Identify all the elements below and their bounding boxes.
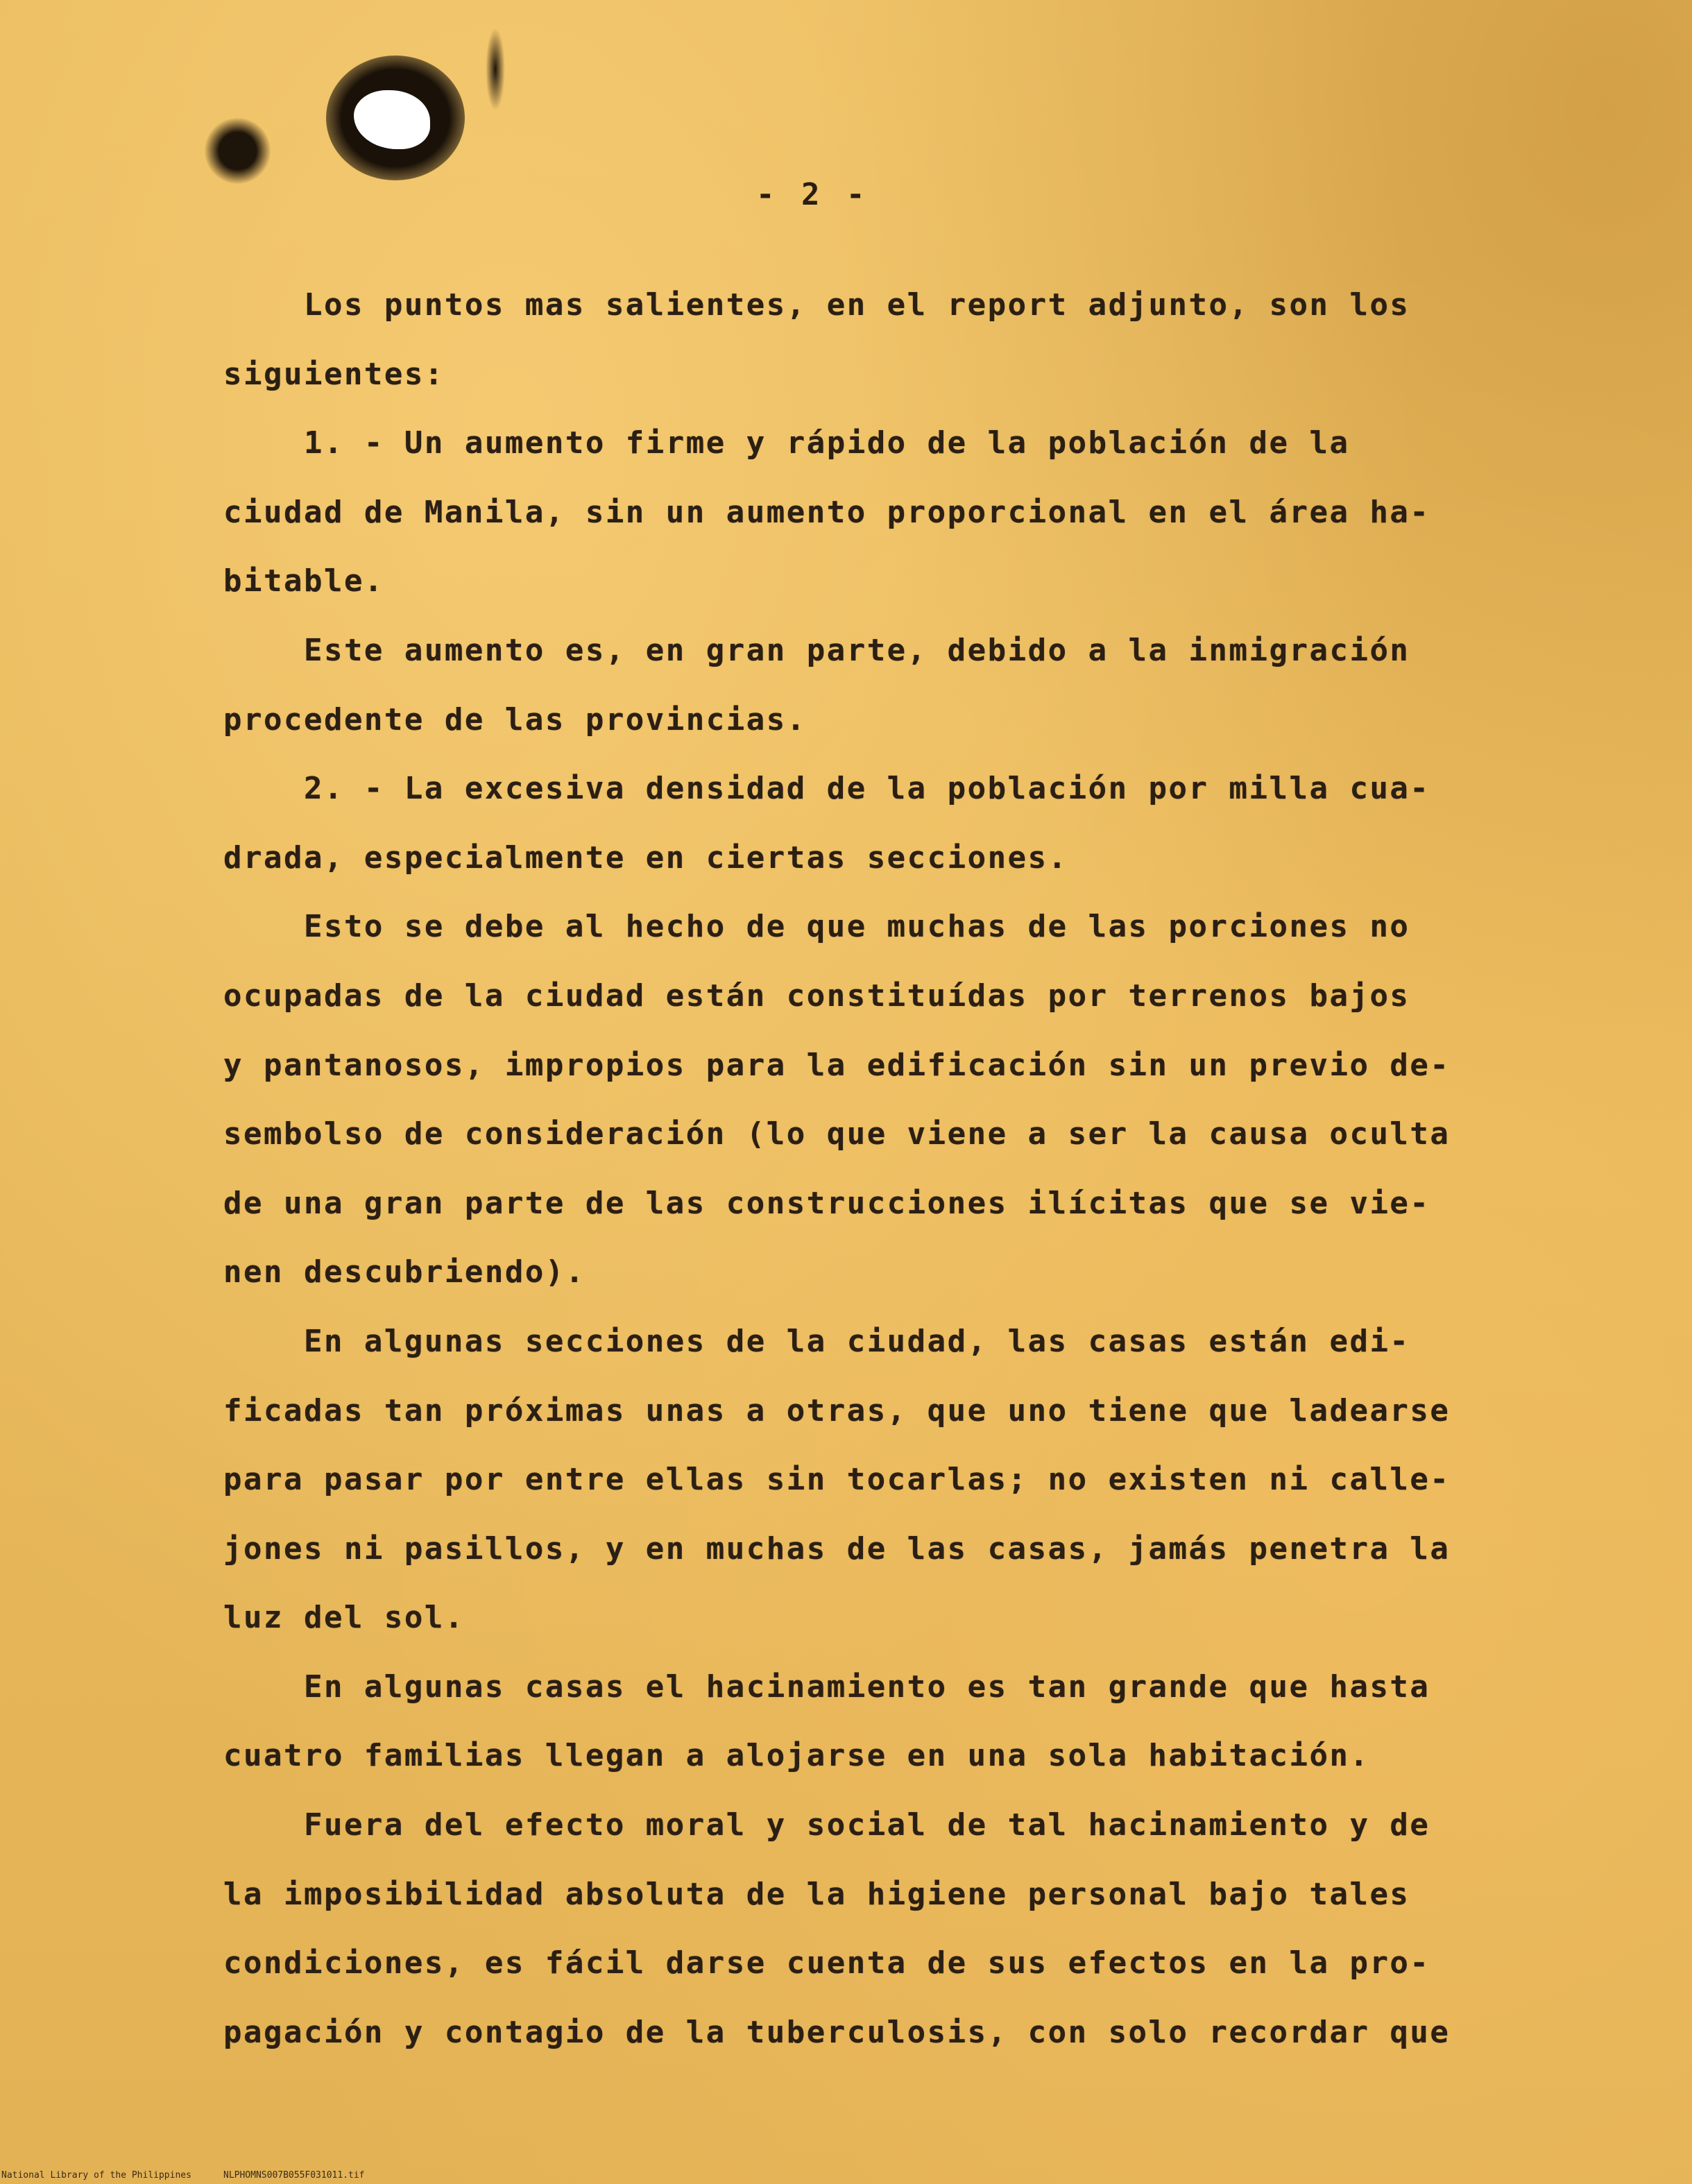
text-line: para pasar por entre ellas sin tocarlas; no existen ni calle- bbox=[223, 1462, 1451, 1498]
text-line: En algunas secciones de la ciudad, las casas están edi- bbox=[223, 1323, 1410, 1359]
text-line: la imposibilidad absoluta de la higiene personal bajo tales bbox=[223, 1876, 1410, 1912]
body-text bbox=[223, 271, 1541, 2067]
text-line: de una gran parte de las construcciones ilícitas que se vie- bbox=[223, 1185, 1430, 1221]
text-line: Este aumento es, en gran parte, debido a la inmigración bbox=[223, 632, 1410, 668]
text-line: En algunas casas el hacinamiento es tan grande que hasta bbox=[223, 1669, 1430, 1705]
text-line: ocupadas de la ciudad están constituídas por terrenos bajos bbox=[223, 978, 1410, 1014]
text-line: drada, especialmente en ciertas secciones. bbox=[223, 839, 1068, 876]
text-line: y pantanosos, impropios para la edificación sin un previo de- bbox=[223, 1047, 1451, 1083]
ink-stain bbox=[205, 118, 271, 184]
text-line: procedente de las provincias. bbox=[223, 701, 807, 737]
text-line: ciudad de Manila, sin un aumento proporcional en el área ha- bbox=[223, 494, 1430, 530]
text-line: luz del sol. bbox=[223, 1600, 465, 1636]
text-line: Esto se debe al hecho de que muchas de las porciones no bbox=[223, 909, 1410, 945]
text-line: ficadas tan próximas unas a otras, que uno tiene que ladearse bbox=[223, 1392, 1451, 1428]
text-line: jones ni pasillos, y en muchas de las casas, jamás penetra la bbox=[223, 1530, 1451, 1567]
text-line: 2. - La excesiva densidad de la población por milla cua- bbox=[223, 771, 1430, 807]
text-line: condiciones, es fácil darse cuenta de sus efectos en la pro- bbox=[223, 1945, 1430, 1981]
page-number: - 2 - bbox=[756, 177, 869, 212]
ink-stain bbox=[486, 28, 505, 111]
text-line: cuatro familias llegan a alojarse en una sola habitación. bbox=[223, 1738, 1370, 1774]
text-line: siguientes: bbox=[223, 356, 445, 392]
text-line: nen descubriendo). bbox=[223, 1254, 586, 1290]
text-line: 1. - Un aumento firme y rápido de la población de la bbox=[223, 425, 1350, 461]
text-line: sembolso de consideración (lo que viene a ser la causa oculta bbox=[223, 1116, 1451, 1152]
scan-footer bbox=[0, 2170, 1692, 2184]
text-line: Fuera del efecto moral y social de tal hacinamiento y de bbox=[223, 1807, 1430, 1843]
footer-source: National Library of the Philippines bbox=[1, 2170, 191, 2181]
text-line: Los puntos mas salientes, en el report adjunto, son los bbox=[223, 287, 1410, 323]
text-line: pagación y contagio de la tuberculosis, con solo recordar que bbox=[223, 2014, 1451, 2050]
footer-filename: NLPHOMNS007B055F031011.tif bbox=[223, 2170, 365, 2181]
text-line: bitable. bbox=[223, 563, 384, 599]
